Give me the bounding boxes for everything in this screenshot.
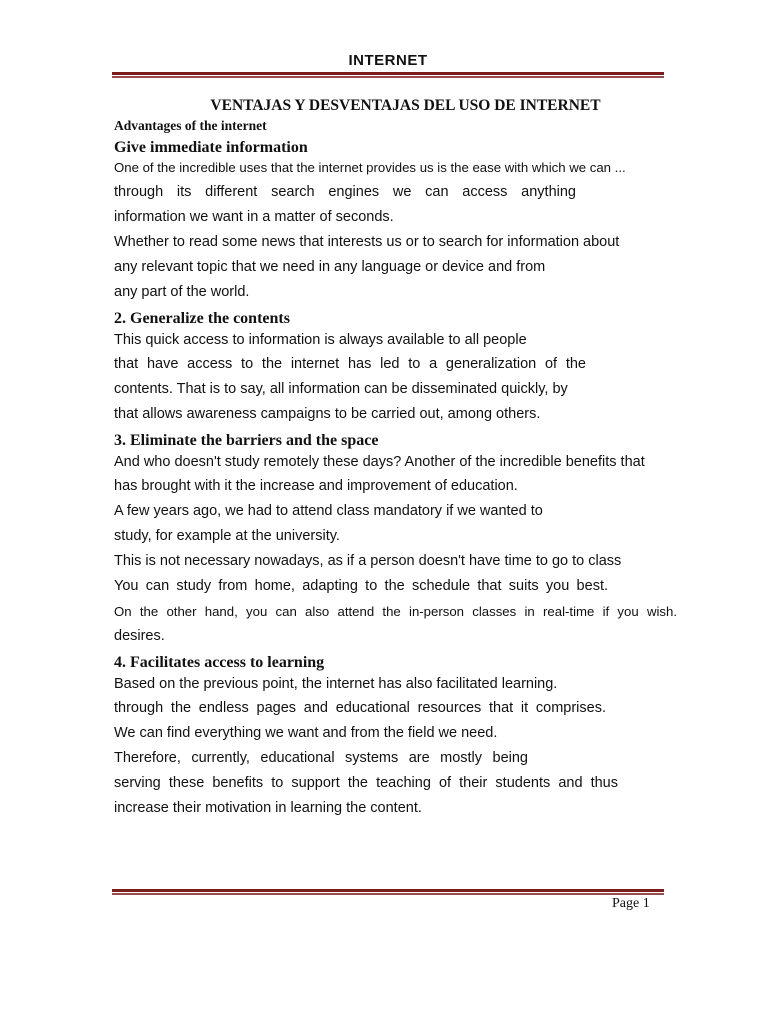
document-subtitle: Advantages of the internet bbox=[114, 118, 267, 133]
section-eliminate-barriers bbox=[114, 430, 677, 649]
paragraph-line: study, for example at the university. bbox=[114, 528, 340, 544]
running-header-title: INTERNET bbox=[348, 52, 428, 69]
paragraph-line: that have access to the internet has led to a generalization of the bbox=[114, 356, 586, 372]
paragraph-line: has brought with it the increase and improvement of education. bbox=[114, 478, 518, 494]
document-body bbox=[114, 96, 677, 821]
section-facilitates-learning bbox=[114, 652, 677, 821]
section-immediate-information bbox=[114, 137, 677, 305]
paragraph-line: that allows awareness campaigns to be carried out, among others. bbox=[114, 406, 541, 422]
paragraph-line: Therefore, currently, educational systems are mostly being bbox=[114, 750, 528, 766]
paragraph-line: through the endless pages and educational resources that it comprises. bbox=[114, 700, 606, 716]
paragraph-line: One of the incredible uses that the internet provides us is the ease with which we can ... bbox=[114, 160, 626, 175]
footer-rule bbox=[112, 889, 664, 895]
section-heading: 2. Generalize the contents bbox=[114, 310, 290, 327]
section-heading: 4. Facilitates access to learning bbox=[114, 654, 325, 671]
page-number: Page 1 bbox=[612, 896, 650, 911]
paragraph-line: This quick access to information is always available to all people bbox=[114, 332, 527, 348]
paragraph-line: any part of the world. bbox=[114, 284, 250, 300]
paragraph-line: And who doesn't study remotely these days? Another of the incredible benefits that bbox=[114, 454, 645, 470]
section-generalize-contents bbox=[114, 308, 677, 427]
paragraph-line: A few years ago, we had to attend class mandatory if we wanted to bbox=[114, 503, 543, 519]
paragraph-line: On the other hand, you can also attend the in-person classes in real-time if you wish. bbox=[114, 604, 677, 619]
document-title: VENTAJAS Y DESVENTAJAS DEL USO DE INTERNET bbox=[210, 97, 601, 114]
paragraph-line: serving these benefits to support the teaching of their students and thus bbox=[114, 775, 618, 791]
paragraph-line: desires. bbox=[114, 628, 165, 644]
paragraph-line: Whether to read some news that interests us or to search for information about bbox=[114, 234, 620, 250]
paragraph-line: contents. That is to say, all information can be disseminated quickly, by bbox=[114, 381, 568, 397]
paragraph-line: You can study from home, adapting to the schedule that suits you best. bbox=[114, 578, 608, 594]
paragraph-line: any relevant topic that we need in any language or device and from bbox=[114, 259, 546, 275]
paragraph-line: We can find everything we want and from the field we need. bbox=[114, 725, 498, 741]
section-heading: Give immediate information bbox=[114, 139, 308, 156]
paragraph-line: increase their motivation in learning the content. bbox=[114, 800, 422, 816]
paragraph-line: information we want in a matter of seconds. bbox=[114, 209, 394, 225]
paragraph-line: through its different search engines we can access anything bbox=[114, 184, 576, 200]
section-heading: 3. Eliminate the barriers and the space bbox=[114, 432, 379, 449]
paragraph-line: This is not necessary nowadays, as if a person doesn't have time to go to class bbox=[114, 553, 622, 569]
header-rule bbox=[112, 72, 664, 78]
paragraph-line: Based on the previous point, the internet has also facilitated learning. bbox=[114, 676, 558, 692]
